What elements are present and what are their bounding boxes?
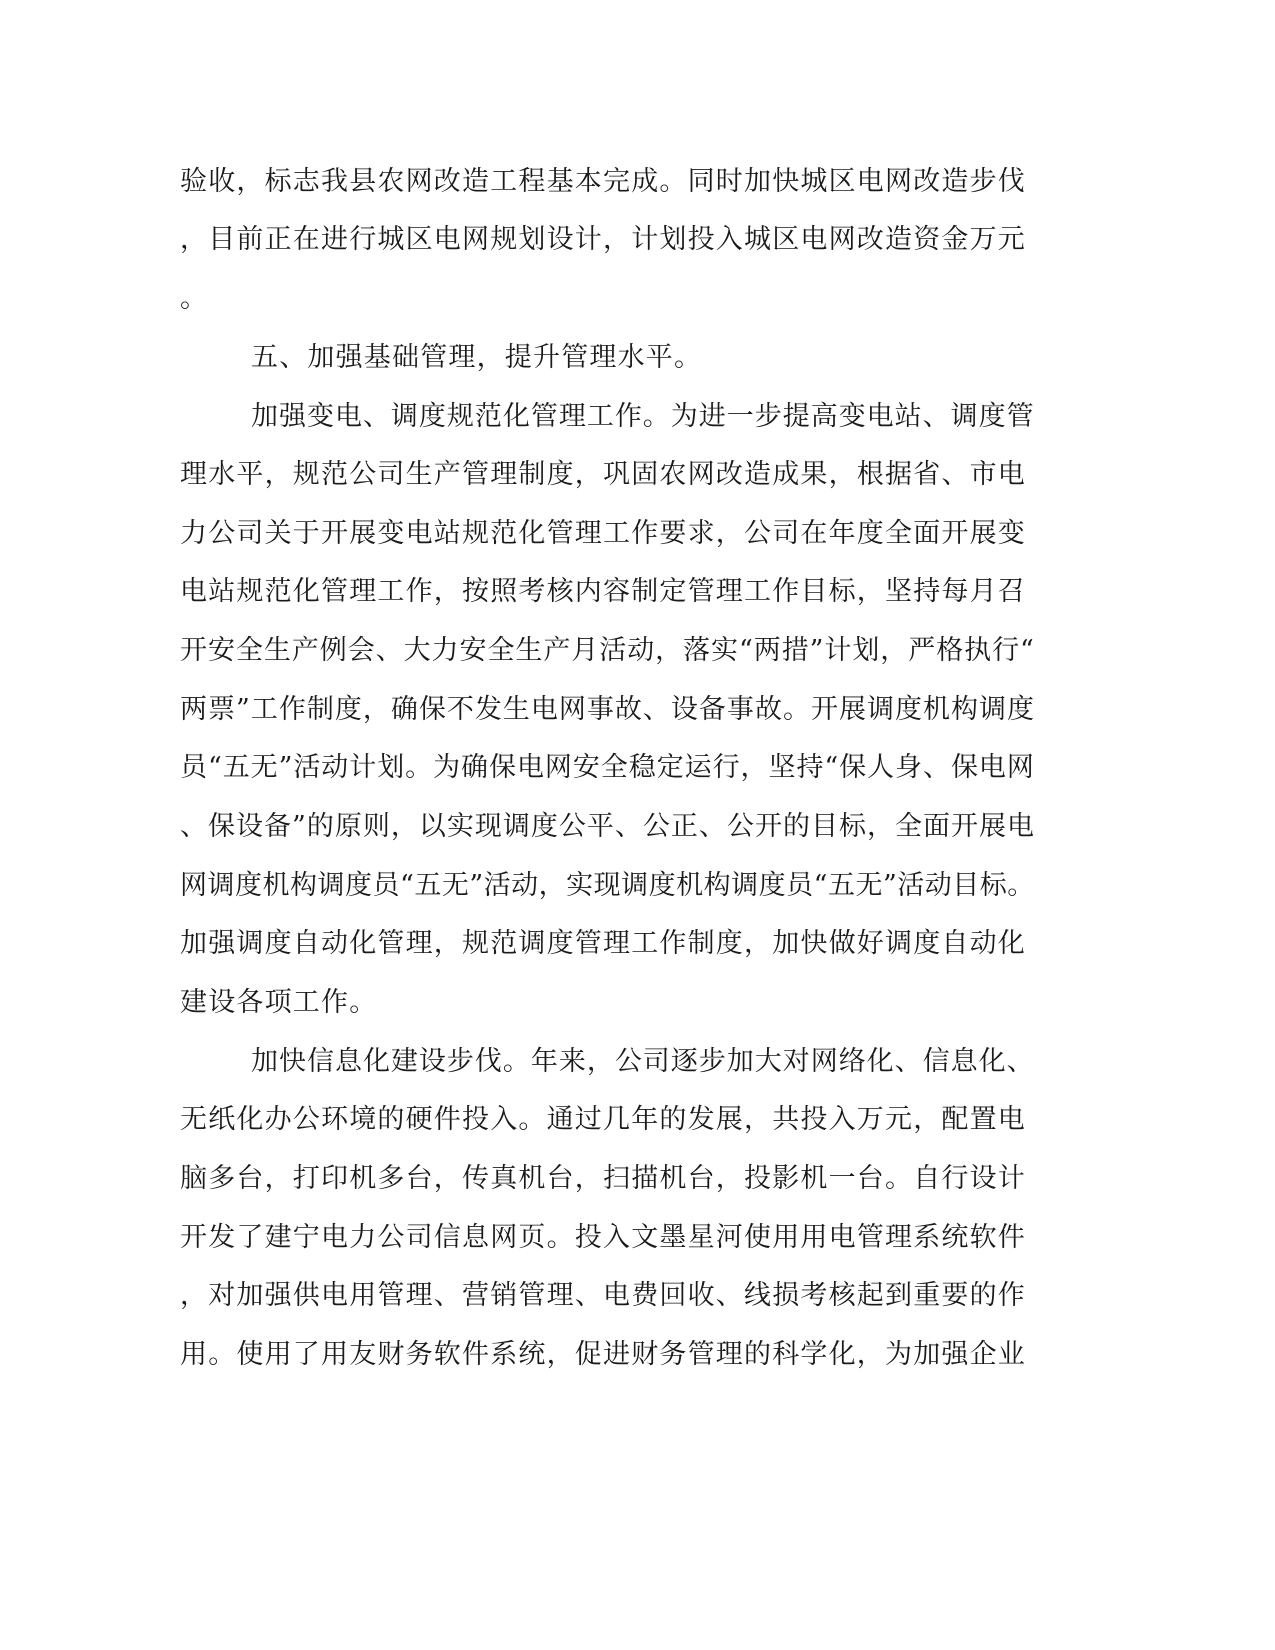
text-line: 网调度机构调度员“五无”活动，实现调度机构调度员“五无”活动目标。 <box>180 870 1035 901</box>
text-line: 加强变电、调度规范化管理工作。为进一步提高变电站、调度管 <box>251 401 1035 432</box>
text-line: 。 <box>180 283 209 314</box>
text-line: 两票”工作制度，确保不发生电网事故、设备事故。开展调度机构调度 <box>180 694 1036 725</box>
text-line: 无纸化办公环境的硬件投入。通过几年的发展，共投入万元，配置电 <box>180 1104 1026 1135</box>
text-line: ，目前正在进行城区电网规划设计，计划投入城区电网改造资金万元 <box>180 224 1026 255</box>
text-line: ，对加强供电用管理、营销管理、电费回收、线损考核起到重要的作 <box>180 1280 1026 1311</box>
text-line: 开发了建宁电力公司信息网页。投入文墨星河使用用电管理系统软件 <box>180 1222 1026 1253</box>
text-line: 加快信息化建设步伐。年来，公司逐步加大对网络化、信息化、 <box>251 1046 1035 1077</box>
text-line: 建设各项工作。 <box>180 987 378 1018</box>
text-line: 电站规范化管理工作，按照考核内容制定管理工作目标，坚持每月召 <box>180 576 1026 607</box>
text-line: 力公司关于开展变电站规范化管理工作要求，公司在年度全面开展变 <box>180 518 1026 549</box>
text-line: 验收，标志我县农网改造工程基本完成。同时加快城区电网改造步伐 <box>180 166 1026 197</box>
text-line: 开安全生产例会、大力安全生产月活动，落实“两措”计划，严格执行“ <box>180 635 1035 666</box>
section-heading: 五、加强基础管理，提升管理水平。 <box>251 342 703 373</box>
text-line: 用。使用了用友财务软件系统，促进财务管理的科学化，为加强企业 <box>180 1339 1026 1370</box>
text-line: 理水平，规范公司生产管理制度，巩固农网改造成果，根据省、市电 <box>180 459 1026 490</box>
text-line: 员“五无”活动计划。为确保电网安全稳定运行，坚持“保人身、保电网 <box>180 752 1035 783</box>
text-line: 加强调度自动化管理，规范调度管理工作制度，加快做好调度自动化 <box>180 928 1026 959</box>
text-line: 脑多台，打印机多台，传真机台，扫描机台，投影机一台。自行设计 <box>180 1163 1026 1194</box>
text-line: 、保设备”的原则，以实现调度公平、公正、公开的目标，全面开展电 <box>180 811 1036 842</box>
